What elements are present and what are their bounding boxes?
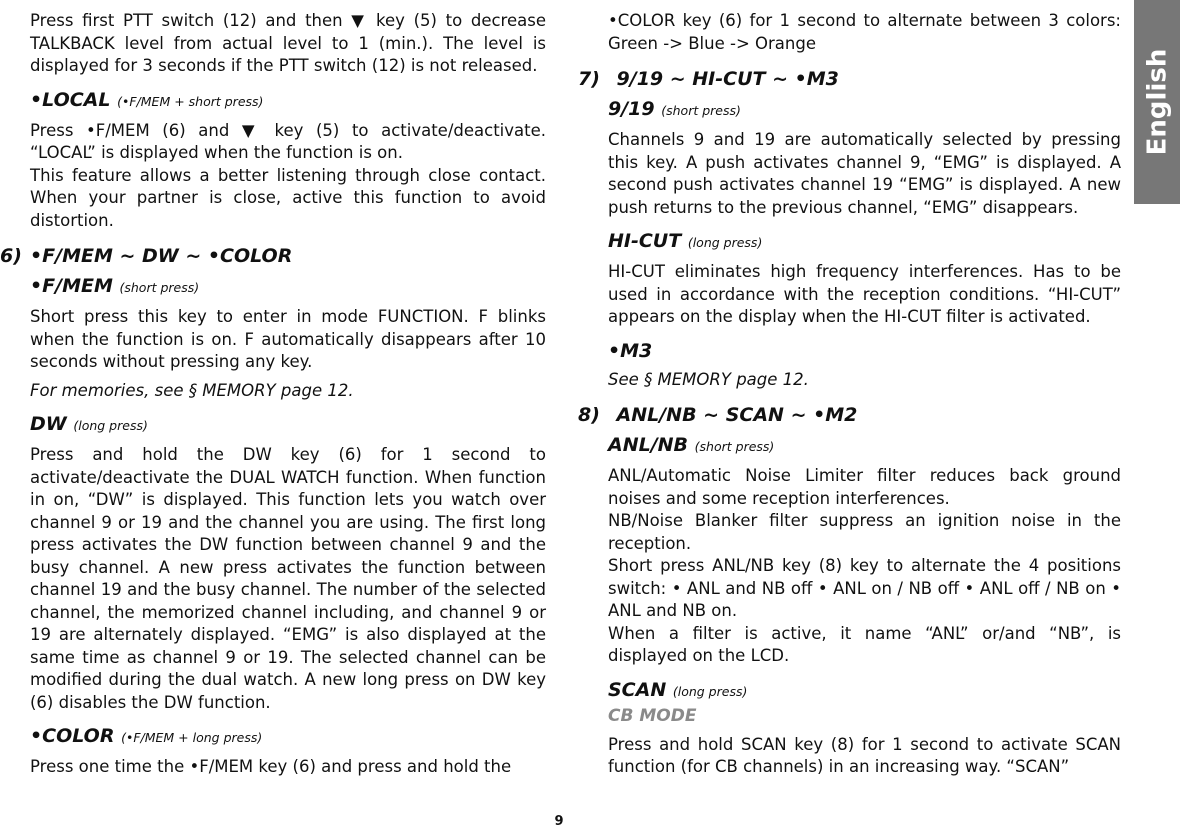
- local-paragraph-1: Press •F/MEM (6) and ▼ key (5) to activate/deactivate. “LOCAL” is displayed when the function is on.: [30, 120, 546, 162]
- scan-heading: [608, 678, 1121, 704]
- anl-heading: [608, 433, 1121, 459]
- m3-paragraph: See § MEMORY page 12.: [608, 369, 809, 389]
- anl-title: ANL/NB: [608, 434, 689, 456]
- anl-paragraph-1: ANL/Automatic Noise Limiter filter reduces back ground noises and some reception interferences.: [608, 466, 1121, 508]
- m3-heading: [608, 339, 1121, 363]
- local-hint: (•F/MEM + short press): [117, 93, 264, 109]
- color-continuation: •COLOR key (6) for 1 second to alternate between 3 colors: Green -> Blue -> Orange: [608, 11, 1121, 53]
- dw-paragraph: Press and hold the DW key (6) for 1 second to activate/deactivate the DUAL WATCH function. When function in on, “DW” is displayed. This function lets you watch over channel 9 or 19 and the channel you are using. The first long press activates the DW function between channel 9 and the busy channel. A new press activates the function between channel 19 and the busy channel. The number of the selected channel, the memorized channel including, and channel 9 or 19 are alternately displayed. “EMG” is also displayed at the same time as channel 9 or 19. The selected channel can be modified during the dual watch. A new long press on DW key (6) disables the DW function.: [30, 445, 546, 712]
- anl-paragraph-2: NB/Noise Blanker filter suppress an ignition noise in the reception.: [608, 511, 1121, 553]
- section-6-number: 6): [0, 245, 22, 267]
- anl-hint: (short press): [694, 439, 775, 454]
- hicut-title: HI-CUT: [608, 230, 682, 252]
- hicut-paragraph: HI-CUT eliminates high frequency interferences. Has to be used in accordance with the reception conditions. “HI-CUT” appears on the display when the HI-CUT filter is activated.: [608, 262, 1121, 326]
- hicut-heading: [608, 229, 1121, 255]
- section-7-heading: [578, 67, 1121, 91]
- page-number: 9: [554, 814, 564, 829]
- anl-paragraph-3: Short press ANL/NB key (8) key to alternate the 4 positions switch: • ANL and NB off • ANL on / NB off • ANL off / NB on • ANL and NB on.: [608, 556, 1121, 620]
- 919-heading: [608, 97, 1121, 123]
- fmem-title: •F/MEM: [30, 275, 113, 297]
- talkback-paragraph: Press first PTT switch (12) and then ▼ key (5) to decrease TALKBACK level from actual level to 1 (min.). The level is displayed for 3 seconds if the PTT switch (12) is not released.: [30, 11, 546, 75]
- section-8-heading: [578, 403, 1121, 427]
- scan-paragraph: Press and hold SCAN key (8) for 1 second to activate SCAN function (for CB channels) in an increasing way. “SCAN”: [608, 734, 1121, 776]
- hicut-hint: (long press): [687, 235, 763, 250]
- cb-mode-label: CB MODE: [608, 705, 697, 726]
- color-paragraph: Press one time the •F/MEM key (6) and press and hold the: [30, 757, 512, 776]
- local-title: •LOCAL: [30, 88, 111, 111]
- local-paragraph-2: This feature allows a better listening through close contact. When your partner is close, active this function to avoid distortion.: [30, 165, 546, 230]
- section-8-number: 8): [578, 404, 600, 426]
- section-8-title: ANL/NB ~ SCAN ~ •M2: [616, 404, 858, 426]
- fmem-paragraph: Short press this key to enter in mode FUNCTION. F blinks when the function is on. F automatically disappears after 10 seconds without pressing any key.: [30, 307, 546, 371]
- scan-hint: (long press): [672, 683, 748, 699]
- section-7-title: 9/19 ~ HI-CUT ~ •M3: [616, 68, 839, 90]
- fmem-heading: [30, 274, 546, 300]
- section-7-number: 7): [578, 68, 600, 90]
- anl-paragraph-4: When a filter is active, it name “ANL” or/and “NB”, is displayed on the LCD.: [608, 623, 1121, 665]
- section-6-heading: [0, 244, 546, 268]
- scan-title: SCAN: [608, 678, 667, 701]
- 919-paragraph: Channels 9 and 19 are automatically selected by pressing this key. A push activates channel 9, “EMG” is displayed. A second push activates channel 19 “EMG” is displayed. A new push returns to the previous channel, “EMG” disappears.: [608, 130, 1121, 217]
- m3-title: •M3: [608, 339, 653, 362]
- color-hint: (•F/MEM + long press): [121, 730, 263, 745]
- language-tab: [1134, 0, 1180, 204]
- language-tab-label: English: [1142, 48, 1173, 156]
- 919-hint: (short press): [661, 103, 741, 118]
- dw-title: DW: [30, 413, 67, 435]
- dw-heading: [30, 412, 546, 438]
- memories-reference: For memories, see § MEMORY page 12.: [30, 380, 354, 400]
- section-6-title: •F/MEM ~ DW ~ •COLOR: [30, 245, 293, 267]
- right-column: [578, 10, 1121, 779]
- dw-hint: (long press): [73, 418, 148, 433]
- color-heading: [30, 724, 546, 750]
- local-heading: [30, 88, 546, 114]
- color-title: •COLOR: [30, 725, 115, 747]
- left-column: [0, 10, 546, 779]
- 919-title: 9/19: [608, 98, 655, 120]
- fmem-hint: (short press): [119, 280, 200, 295]
